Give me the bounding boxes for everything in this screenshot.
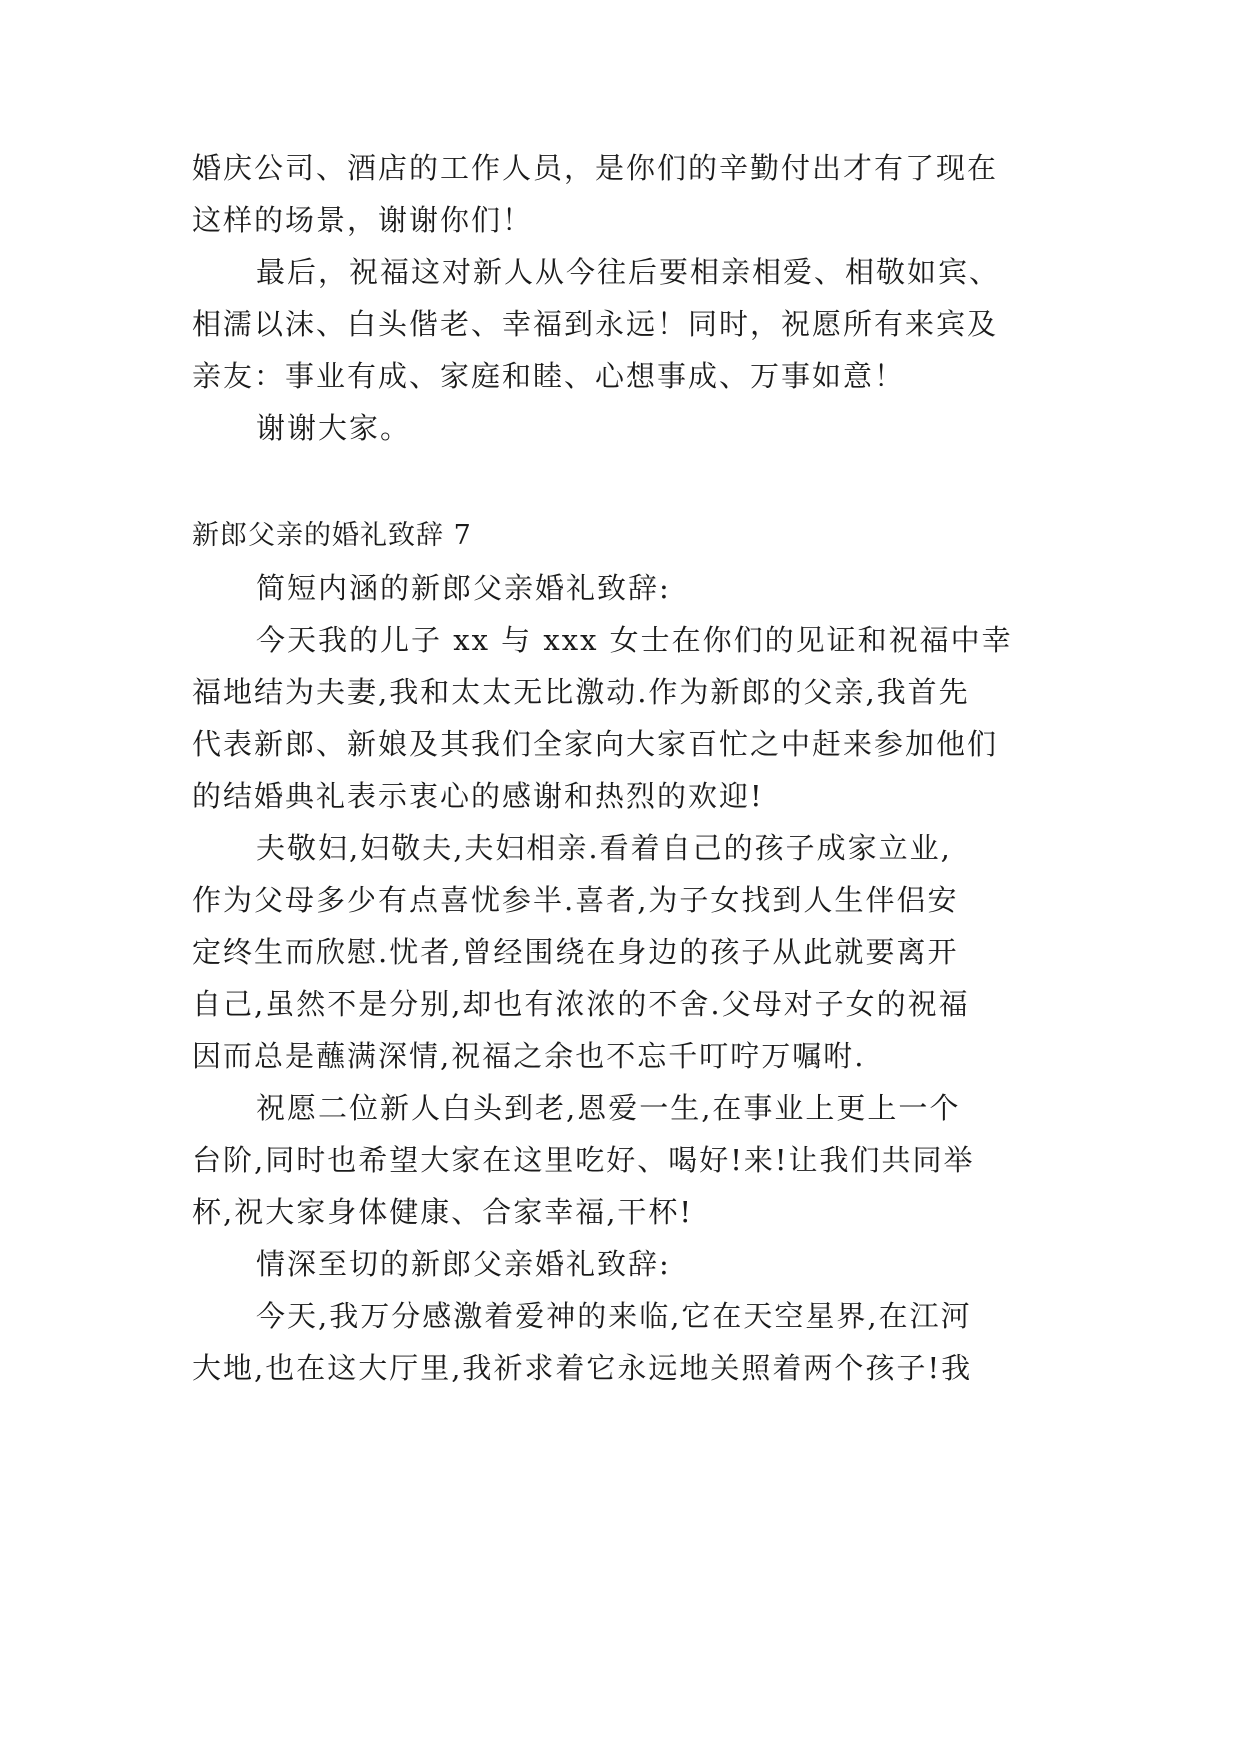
paragraph-line: 因而总是蘸满深情,祝福之余也不忘千叮咛万嘱咐. (192, 1039, 866, 1073)
paragraph-line: 代表新郎、新娘及其我们全家向大家百忙之中赶来参加他们 (192, 727, 999, 761)
paragraph-line: 福地结为夫妻,我和太太无比激动.作为新郎的父亲,我首先 (192, 675, 970, 709)
paragraph-line: 夫敬妇,妇敬夫,夫妇相亲.看着自己的孩子成家立业, (256, 831, 952, 865)
paragraph-line: 大地,也在这大厅里,我祈求着它永远地关照着两个孩子!我 (192, 1351, 973, 1385)
paragraph-line: 作为父母多少有点喜忧参半.喜者,为子女找到人生伴侣安 (192, 883, 959, 917)
paragraph-line: 的结婚典礼表示衷心的感谢和热烈的欢迎! (192, 779, 764, 813)
paragraph-line: 今天我的儿子 xx 与 xxx 女士在你们的见证和祝福中幸 (256, 623, 1013, 657)
paragraph-line: 情深至切的新郎父亲婚礼致辞: (256, 1247, 671, 1281)
paragraph-line: 台阶,同时也希望大家在这里吃好、喝好!来!让我们共同举 (192, 1143, 975, 1177)
paragraph-line: 谢谢大家。 (256, 411, 412, 445)
section-heading: 新郎父亲的婚礼致辞 7 (192, 520, 472, 551)
paragraph-line: 杯,祝大家身体健康、合家幸福,干杯! (192, 1195, 694, 1229)
paragraph-line: 婚庆公司、酒店的工作人员，是你们的辛勤付出才有了现在 (192, 151, 999, 185)
paragraph-line: 亲友：事业有成、家庭和睦、心想事成、万事如意！ (192, 359, 906, 393)
paragraph-line: 定终生而欣慰.忧者,曾经围绕在身边的孩子从此就要离开 (192, 935, 959, 969)
paragraph-line: 相濡以沫、白头偕老、幸福到永远！同时，祝愿所有来宾及 (192, 307, 999, 341)
paragraph-line: 祝愿二位新人白头到老,恩爱一生,在事业上更上一个 (256, 1091, 961, 1125)
paragraph-line: 简短内涵的新郎父亲婚礼致辞: (256, 571, 671, 605)
paragraph-line: 这样的场景，谢谢你们！ (192, 203, 534, 237)
paragraph-line: 自己,虽然不是分别,却也有浓浓的不舍.父母对子女的祝福 (192, 987, 970, 1021)
paragraph-line: 今天,我万分感激着爱神的来临,它在天空星界,在江河 (256, 1299, 972, 1333)
paragraph-line: 最后，祝福这对新人从今往后要相亲相爱、相敬如宾、 (256, 255, 1001, 289)
